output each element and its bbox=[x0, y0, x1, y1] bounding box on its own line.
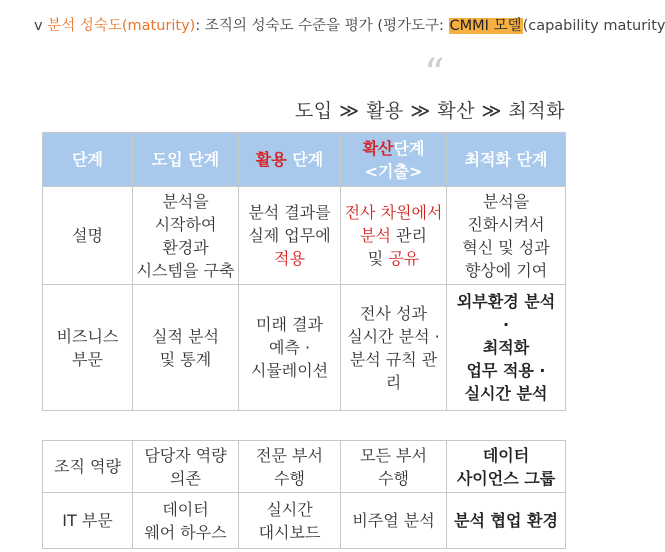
line: 분석 결과를 bbox=[248, 203, 331, 222]
line: 사이언스 그룹 bbox=[456, 468, 556, 488]
line: 관리 bbox=[390, 226, 427, 245]
table-row-biz bbox=[43, 285, 566, 411]
line: 시스템을 구축 bbox=[136, 260, 235, 280]
table-row-org bbox=[43, 441, 566, 493]
line: 비즈니스 bbox=[56, 326, 119, 346]
cell-biz-spread bbox=[341, 285, 447, 411]
cell-biz-use bbox=[239, 285, 341, 411]
row-label-biz bbox=[43, 285, 133, 411]
line: 및 통계 bbox=[159, 349, 212, 369]
line: 미래 결과 bbox=[256, 315, 323, 334]
header-spread-sub: <기출> bbox=[364, 161, 423, 181]
header-intro: 도입 단계 bbox=[133, 133, 239, 187]
line: 실시간 bbox=[266, 499, 313, 519]
header-spread-red: 확산 bbox=[362, 138, 394, 158]
line: 수행 bbox=[378, 468, 409, 488]
line: 외부환경 분석 bbox=[456, 292, 556, 311]
header-spread-rest: 단계 bbox=[393, 138, 425, 158]
line: 업무 적용 · bbox=[466, 361, 546, 380]
header-stage: 단계 bbox=[43, 133, 133, 187]
cell-org-opt bbox=[447, 441, 566, 493]
cell-biz-opt bbox=[447, 285, 566, 411]
line: 데이터 bbox=[162, 499, 209, 519]
cell-it-opt: 분석 협업 환경 bbox=[447, 493, 566, 549]
table-row-it bbox=[43, 493, 566, 549]
line-red: 전사 차원에서 bbox=[344, 203, 443, 222]
cell-org-use bbox=[239, 441, 341, 493]
header-use-red: 활용 bbox=[255, 150, 287, 169]
cell-org-spread bbox=[341, 441, 447, 493]
quote-mark-icon: “ bbox=[424, 51, 445, 97]
line: 부문 bbox=[72, 349, 103, 369]
line: 시뮬레이션 bbox=[250, 361, 329, 380]
line-red: 공유 bbox=[388, 249, 420, 268]
line: 담당자 역량 bbox=[144, 445, 227, 465]
line: 수행 bbox=[274, 468, 305, 488]
cell-desc-intro bbox=[133, 187, 239, 285]
cell-desc-use bbox=[239, 187, 341, 285]
line-red: 분석 bbox=[360, 226, 391, 245]
line: 리 bbox=[385, 372, 402, 392]
line: 실적 분석 bbox=[152, 326, 219, 346]
line: 웨어 하우스 bbox=[144, 522, 227, 542]
line: 시작하여 bbox=[154, 214, 217, 234]
line: 환경과 bbox=[162, 237, 209, 257]
line: · bbox=[502, 315, 510, 334]
header-row bbox=[43, 133, 566, 187]
line: 전문 부서 bbox=[256, 445, 323, 465]
term-colon: : bbox=[195, 18, 201, 34]
row-label-it: IT 부문 bbox=[43, 493, 133, 549]
line: 의존 bbox=[170, 468, 201, 488]
header-use-rest: 단계 bbox=[286, 150, 324, 169]
line: 실제 업무에 bbox=[248, 226, 331, 245]
line: 실시간 분석 · bbox=[347, 326, 440, 346]
intro-suffix: (capability maturity bbox=[522, 18, 665, 34]
line: 및 bbox=[367, 249, 389, 268]
line: 대시보드 bbox=[258, 522, 321, 542]
cell-it-use bbox=[239, 493, 341, 549]
intro-description: 조직의 성숙도 수준을 평가 (평가도구: bbox=[204, 18, 449, 34]
row-label-org: 조직 역량 bbox=[43, 441, 133, 493]
maturity-table-top bbox=[42, 132, 566, 411]
line: 분석 규칙 관 bbox=[349, 349, 438, 369]
cell-org-intro bbox=[133, 441, 239, 493]
stage-flow: 도입 ≫ 활용 ≫ 확산 ≫ 최적화 bbox=[294, 100, 565, 122]
maturity-table-bottom bbox=[42, 440, 566, 549]
line: 실시간 분석 bbox=[464, 384, 548, 403]
line: 혁신 및 성과 bbox=[462, 237, 550, 257]
cell-desc-opt bbox=[447, 187, 566, 285]
line: 데이터 bbox=[482, 445, 530, 465]
cell-it-spread: 비주얼 분석 bbox=[341, 493, 447, 549]
line: 향상에 기여 bbox=[464, 260, 548, 280]
line-red: 적용 bbox=[274, 249, 305, 268]
bullet: v bbox=[34, 18, 43, 34]
term-maturity: 분석 성숙도(maturity) bbox=[47, 18, 196, 34]
line: 전사 성과 bbox=[360, 303, 427, 323]
line: 분석을 bbox=[482, 191, 530, 211]
cell-it-intro bbox=[133, 493, 239, 549]
line: 분석을 bbox=[162, 191, 209, 211]
line: 모든 부서 bbox=[360, 445, 427, 465]
line: 진화시켜서 bbox=[467, 214, 545, 234]
cmmi-highlight: CMMI 모델 bbox=[449, 18, 522, 34]
cell-biz-intro bbox=[133, 285, 239, 411]
cell-desc-spread bbox=[341, 187, 447, 285]
row-label-desc: 설명 bbox=[43, 187, 133, 285]
header-use bbox=[239, 133, 341, 187]
table-row-desc bbox=[43, 187, 566, 285]
intro-line bbox=[34, 14, 665, 35]
line: 최적화 bbox=[482, 338, 530, 357]
line: 예측 · bbox=[268, 338, 311, 357]
header-opt: 최적화 단계 bbox=[447, 133, 566, 187]
header-spread bbox=[341, 133, 447, 187]
